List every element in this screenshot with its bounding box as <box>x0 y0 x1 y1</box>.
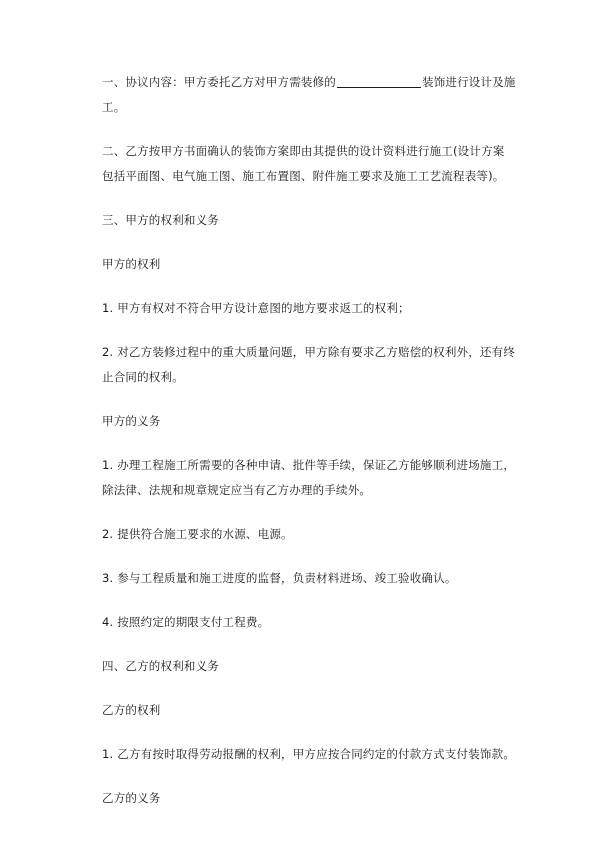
text-line: 除法律、法规和规章规定应当有乙方办理的手续外。 <box>102 483 372 497</box>
subheading-party-b-rights <box>102 698 532 723</box>
text-line: 包括平面图、电气施工图、施工布置图、附件施工要求及施工工艺流程表等)。 <box>102 169 505 183</box>
text-line <box>102 70 532 95</box>
text-line: 2. 对乙方装修过程中的重大质量问题，甲方除有要求乙方赔偿的权利外，还有终 <box>102 345 516 359</box>
list-item <box>102 522 532 547</box>
text-segment: 一、协议内容：甲方委托乙方对甲方需装修的 <box>102 75 336 89</box>
document-body <box>102 70 532 830</box>
subheading-party-b-obligations <box>102 786 532 811</box>
list-item <box>102 610 532 635</box>
subheading-party-a-obligations <box>102 409 532 434</box>
list-item <box>102 566 532 591</box>
text-line: 止合同的权利。 <box>102 370 184 384</box>
text-line: 1. 甲方有权对不符合甲方设计意图的地方要求返工的权利； <box>102 301 410 315</box>
text-line: 甲方的义务 <box>102 414 161 428</box>
text-line: 乙方的权利 <box>102 703 161 717</box>
text-line: 二、乙方按甲方书面确认的装饰方案即由其提供的设计资料进行施工(设计方案 <box>102 144 505 158</box>
list-item <box>102 453 532 503</box>
fill-in-blank[interactable] <box>337 74 421 88</box>
list-item <box>102 340 532 390</box>
list-item <box>102 296 532 321</box>
section-heading-party-a <box>102 208 532 233</box>
text-line: 甲方的权利 <box>102 257 161 271</box>
text-line: 四、乙方的权利和义务 <box>102 659 219 673</box>
text-line: 三、甲方的权利和义务 <box>102 213 219 227</box>
text-line: 1. 办理工程施工所需要的各种申请、批件等手续，保证乙方能够顺利进场施工， <box>102 458 516 472</box>
subheading-party-a-rights <box>102 252 532 277</box>
list-item <box>102 742 532 767</box>
paragraph-agreement-content <box>102 70 532 120</box>
text-line: 3. 参与工程质量和施工进度的监督，负责材料进场、竣工验收确认。 <box>102 571 457 585</box>
text-line: 4. 按照约定的期限支付工程费。 <box>102 615 270 629</box>
text-segment: 装饰进行设计及施 <box>422 75 516 89</box>
paragraph-construction-basis <box>102 139 532 189</box>
text-line: 2. 提供符合施工要求的水源、电源。 <box>102 527 293 541</box>
text-line: 工。 <box>102 100 126 114</box>
text-line: 1. 乙方有按时取得劳动报酬的权利，甲方应按合同约定的付款方式支付装饰款。 <box>102 747 516 761</box>
section-heading-party-b <box>102 654 532 679</box>
text-line: 乙方的义务 <box>102 791 161 805</box>
